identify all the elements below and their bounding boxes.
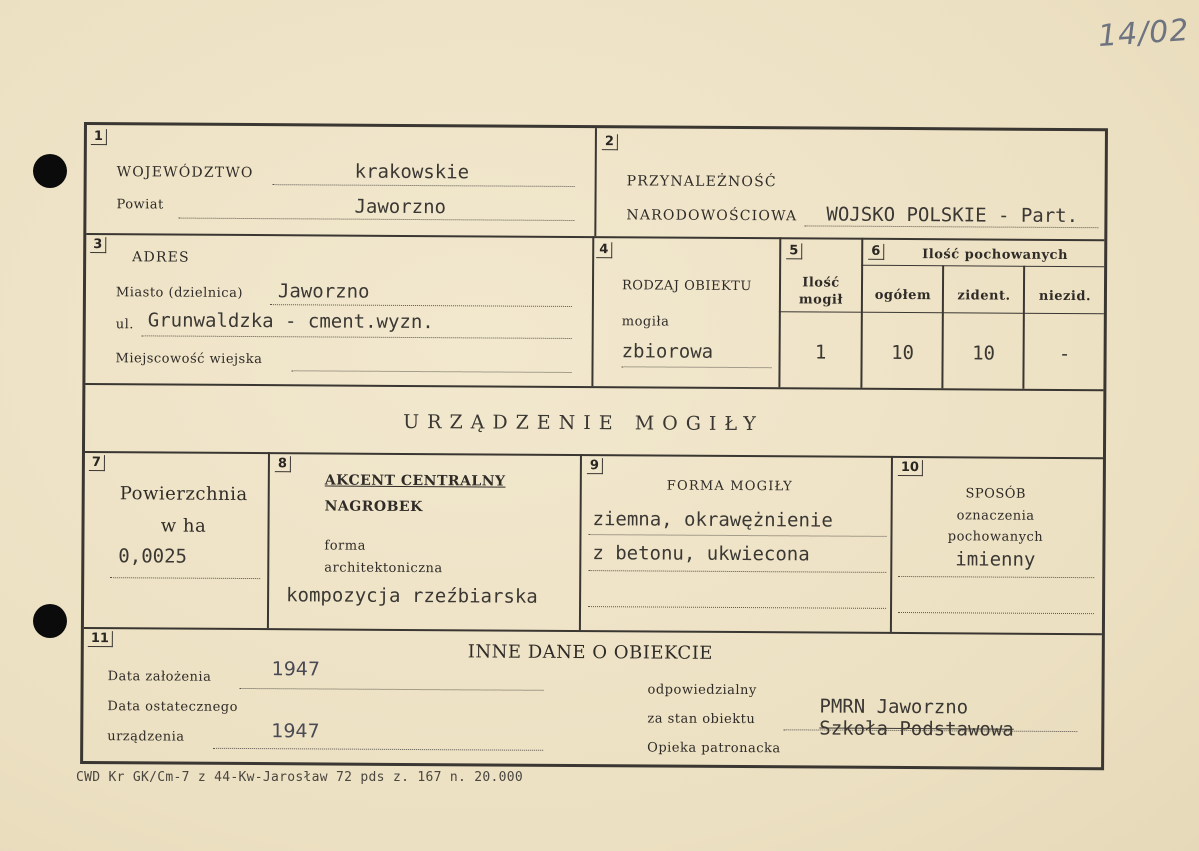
urzadzenie-mogily-title: URZĄDZENIE MOGIŁY	[403, 410, 764, 436]
handwritten-corner-note: 14/02	[1096, 12, 1191, 55]
powiat-value: Jaworzno	[354, 195, 447, 219]
powiat-line	[178, 218, 574, 221]
col-divider-7-8	[267, 452, 270, 628]
narodowosciowa-label: NARODOWOŚCIOWA	[626, 207, 798, 225]
sposob-line-1	[898, 576, 1094, 578]
section-num-3: 3	[90, 237, 106, 253]
odpowiedzialny-value: PMRN Jaworzno	[819, 695, 969, 719]
col-divider-1-2	[594, 128, 597, 236]
adres-title: ADRES	[132, 249, 190, 266]
zident-value: 10	[972, 342, 996, 365]
powierzchnia-label: Powierzchnia	[119, 483, 248, 506]
ulica-line	[142, 335, 572, 339]
forma-architektoniczna-value: kompozycja rzeźbiarska	[286, 584, 538, 608]
punch-hole-top	[33, 154, 67, 188]
sposob-title: SPOSÓB	[965, 486, 1027, 502]
punch-hole-bottom	[33, 604, 67, 638]
col-divider-6a	[941, 265, 944, 388]
sposob-oznaczenia-value: imienny	[955, 548, 1036, 571]
przynaleznosc-label: PRZYNALEŻNOŚĆ	[626, 173, 777, 191]
narodowosc-value: WOJSKO POLSKIE - Part.	[826, 203, 1079, 228]
section-num-9: 9	[587, 458, 603, 474]
row-divider-2	[85, 383, 1103, 391]
section-num-7: 7	[89, 455, 105, 471]
urzadzenia-label: urządzenia	[107, 729, 185, 745]
row-divider-4	[84, 627, 1102, 635]
opieka-patronacka-value: Szkoła Podstawowa	[819, 717, 1014, 741]
nagrobek-title: NAGROBEK	[324, 498, 423, 516]
pochowanych-title: pochowanych	[947, 529, 1044, 545]
odpowiedzialny-label: odpowiedzialny	[647, 682, 757, 699]
rodzaj-obiektu-line	[622, 366, 772, 368]
forma-mogily-line-1	[588, 534, 886, 537]
section-num-2: 2	[602, 134, 618, 150]
w-ha-label: w ha	[160, 515, 207, 537]
rodzaj-obiektu-value: zbiorowa	[621, 340, 714, 363]
data-ostatecznego-label: Data ostatecznego	[107, 699, 238, 715]
print-footer: CWD Kr GK/Cm-7 z 44-Kw-Jarosław 72 pds z. 167 n. 20.000	[76, 770, 523, 785]
data-ostatecznego-value: 1947	[271, 720, 320, 743]
data-zalozenia-value: 1947	[271, 658, 321, 681]
col-divider-8-9	[579, 454, 582, 630]
section-num-6: 6	[868, 244, 884, 260]
sposob-line-2	[898, 612, 1094, 614]
data-zalozenia-label: Data założenia	[107, 669, 212, 685]
inne-dane-title: INNE DANE O OBIEKCIE	[467, 641, 714, 664]
powiat-label: Powiat	[116, 197, 164, 213]
miasto-line	[270, 304, 572, 307]
miasto-label: Miasto (dzielnica)	[115, 285, 243, 301]
section-num-8: 8	[275, 456, 291, 472]
section-num-11: 11	[88, 631, 113, 647]
miejscowosc-wiejska-line	[291, 370, 571, 373]
forma-label: forma	[324, 538, 366, 554]
section-num-4: 4	[596, 242, 612, 258]
s6-header-line	[861, 265, 1104, 267]
za-stan-obiektu-label: za stan obiektu	[647, 711, 756, 728]
powierzchnia-line	[110, 577, 260, 579]
miasto-value: Jaworzno	[277, 280, 370, 303]
architektoniczna-label: architektoniczna	[324, 560, 443, 577]
data-zalozenia-line	[240, 688, 544, 691]
oznaczenia-title: oznaczenia	[956, 508, 1035, 524]
wojewodztwo-label: WOJEWÓDZTWO	[116, 164, 254, 182]
forma-mogily-line-2	[588, 570, 886, 573]
powierzchnia-value: 0,0025	[118, 545, 188, 568]
col-divider-6b	[1022, 266, 1025, 389]
rodzaj-obiektu-label: RODZAJ OBIEKTU	[621, 278, 752, 295]
col-divider-3-4	[591, 236, 594, 386]
forma-mogily-value-1: ziemna, okrawężnienie	[592, 508, 833, 532]
col-niezid-header: niezid.	[1038, 288, 1092, 305]
forma-mogily-title: FORMA MOGIŁY	[666, 478, 794, 495]
wojewodztwo-line	[273, 184, 575, 187]
data-ostatecznego-line	[213, 748, 543, 751]
opieka-patronacka-label: Opieka patronacka	[647, 740, 781, 757]
ulica-label: ul.	[115, 317, 134, 333]
section-num-10: 10	[898, 460, 923, 476]
forma-mogily-line-3	[588, 606, 886, 609]
mogila-label: mogiła	[621, 314, 670, 330]
akcent-centralny-title: AKCENT CENTRALNY	[324, 472, 506, 490]
ilosc-pochowanych-title: Ilość pochowanych	[922, 247, 1068, 264]
miejscowosc-wiejska-label: Miejscowość wiejska	[115, 351, 263, 368]
section-num-5: 5	[786, 243, 802, 259]
wojewodztwo-value: krakowskie	[354, 160, 470, 184]
ilosc-mogil-header-1: Ilość	[802, 275, 840, 291]
ilosc-mogil-header-2: mogił	[798, 292, 843, 308]
niezid-value: -	[1058, 342, 1071, 366]
section-num-1: 1	[91, 129, 107, 145]
form-frame	[80, 122, 1108, 770]
col-ogolem-header: ogółem	[874, 287, 932, 304]
ilosc-mogil-value: 1	[814, 341, 827, 364]
col-zident-header: zident.	[957, 288, 1011, 304]
ulica-value: Grunwaldzka - cment.wyzn.	[147, 309, 434, 334]
ogolem-value: 10	[891, 341, 915, 365]
forma-mogily-value-2: z betonu, ukwiecona	[592, 542, 810, 566]
